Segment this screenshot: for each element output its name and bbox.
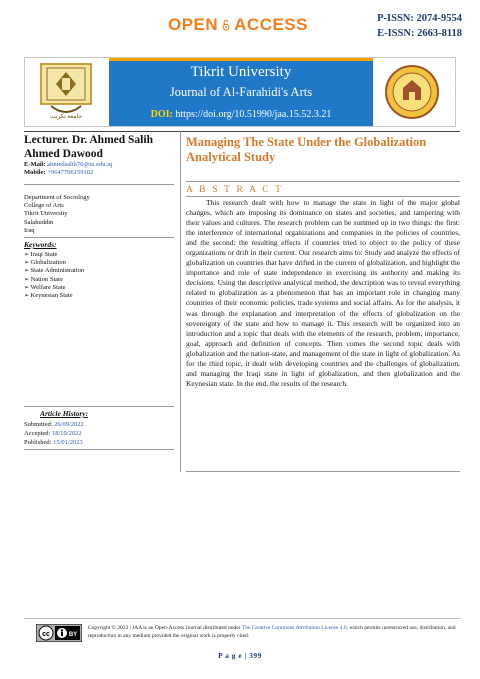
cc-by-text: BY <box>68 632 78 638</box>
keywords-list <box>24 251 84 300</box>
author-contact <box>24 161 112 177</box>
history-title: Article History: <box>40 409 89 418</box>
copyright-pre: Copyright © 2023 | JAA is an Open-Access Journal distributed under <box>88 625 241 631</box>
header-divider <box>24 131 460 132</box>
affiliation-line: Salahuddin <box>24 218 54 226</box>
affiliation-line: Iraq <box>24 226 35 234</box>
title-divider <box>186 181 460 182</box>
open-lock-icon <box>222 9 230 41</box>
affiliation-line: College of Arts <box>24 202 64 210</box>
doi-label: DOI: <box>150 109 173 120</box>
keyword-item: ➢ Iraqi State <box>24 251 84 259</box>
accepted-date: 18/10/2022 <box>51 430 82 437</box>
history-divider <box>24 406 174 407</box>
doi-line <box>109 109 373 120</box>
university-name: Tikrit University <box>190 64 292 80</box>
pissn-label: P-ISSN: <box>377 13 414 24</box>
keywords-title: Keywords: <box>24 240 57 249</box>
page-number: P a g e | 399 <box>218 651 262 660</box>
open-access-logo <box>168 6 308 44</box>
doi-link[interactable]: https://doi.org/10.51990/jaa.15.52.3.21 <box>175 109 332 120</box>
author-name: Lecturer. Dr. Ahmed Salih Ahmed Dawood <box>24 134 153 160</box>
keyword-item: ➢ Nation State <box>24 276 84 284</box>
submitted-label: Submitted: <box>24 421 53 428</box>
paper-title: Managing The State Under the Globalization Analytical Study <box>186 135 427 164</box>
abstract-body: This research dealt with how to manage the state in light of the major global changes, which are imposing its dominance on states and societies, and tampering with their values and cultures. The research problem can be summed up in two things: the first: the interference of international organizations and companies in the policies of countries, and the second: the resulting effects if countries tried to object to the policy of these organizations or drift in their current. Our research aims to: Study and analyze the effects of globalization on countries that have drifted in the current of globalization, and highlight the importance and role of state independence in exercising its authority and making its decisions. Using the descriptive analytical method, the description was to reveal everything related to globalization as a phenomenon that has an important role in changing many countries of their economic policies, trade systems and social affairs. As for the analysis, it was through the explanation and interpretation of the effects of globalization on the sovereignty of the state and how to manage it. This research will be organized into an introduction and a topic that deals with the elements of the research, problem, importance, goal, approach and definition of concepts. Then comes the second topic deals with globalization and the nation-state, and management of the state in light of globalization. As for the third topic, it dealt with developing countries and the challenges of globalization, and managing the Iraqi state in light of globalization, and then globalization and the Keynesian state. In the end, the results of the research. <box>186 198 460 388</box>
email-link[interactable]: ahmedsalih76@tu.edu.iq <box>47 161 113 168</box>
submitted-date: 26/09/2022 <box>54 421 84 428</box>
affiliation-line: Tikrit University <box>24 210 68 218</box>
affiliation-divider <box>24 237 174 238</box>
column-divider <box>180 131 181 472</box>
tikrit-university-logo <box>33 62 99 122</box>
abstract-heading: A B S T R A C T <box>186 185 284 195</box>
college-of-arts-seal-icon <box>383 64 441 120</box>
journal-name: Journal of Al-Farahidi's Arts <box>169 85 313 99</box>
eissn-label: E-ISSN: <box>377 28 415 39</box>
journal-banner <box>24 57 456 127</box>
issn-block <box>377 11 462 41</box>
email-label: E-Mail: <box>24 161 46 168</box>
mobile-label: Mobile: <box>24 169 46 176</box>
article-history <box>24 420 84 447</box>
svg-text:cc: cc <box>42 631 50 638</box>
eissn-value: 2663-8118 <box>417 28 462 39</box>
left-logo-script: جامعة تكريت <box>49 114 83 120</box>
license-link[interactable]: The Creative Commons Attribution License 4.0 <box>241 625 347 631</box>
access-word: ACCESS <box>234 15 308 34</box>
contact-divider <box>24 184 174 185</box>
pissn-value: 2074-9554 <box>416 13 462 24</box>
published-label: Published: <box>24 439 52 446</box>
footer-divider <box>24 618 460 619</box>
mobile-value: +9647706159102 <box>47 169 94 176</box>
keyword-item: ➢ Keynesian State <box>24 292 84 300</box>
affiliation <box>24 194 90 235</box>
banner-blue-panel <box>109 58 373 126</box>
abstract-bottom-divider <box>186 471 460 472</box>
left-bottom-divider <box>24 449 174 450</box>
creative-commons-icon <box>36 624 82 642</box>
published-date: 15/01/2023 <box>53 439 83 446</box>
accepted-label: Accepted: <box>24 430 51 437</box>
keyword-item: ➢ Welfare State <box>24 284 84 292</box>
keyword-item: ➢ Globalization <box>24 259 84 267</box>
open-word: OPEN <box>168 15 219 34</box>
copyright-post: , which permits unrestricted use, distribution, and reproduction in any medium provided the original work is properly cited. <box>88 625 456 639</box>
keyword-item: ➢ State Administration <box>24 267 84 275</box>
abstract-heading-divider <box>186 196 460 197</box>
affiliation-line: Department of Sociology <box>24 194 90 201</box>
copyright-notice <box>88 624 460 640</box>
